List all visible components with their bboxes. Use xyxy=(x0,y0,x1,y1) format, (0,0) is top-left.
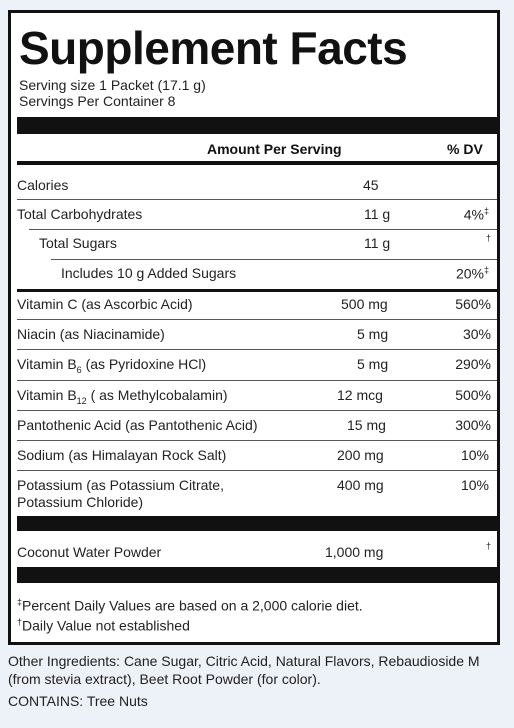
row-niacin-amount: 5 mg xyxy=(357,326,389,342)
allergen-contains: CONTAINS: Tree Nuts xyxy=(8,693,148,709)
footnote-percent-dv: ‡Percent Daily Values are based on a 2,000 calorie diet. xyxy=(17,597,363,614)
serving-size: Serving size 1 Packet (17.1 g) xyxy=(19,77,206,93)
row-vitamin-b6-amount: 5 mg xyxy=(357,356,389,372)
row-sodium-dv: 10% xyxy=(460,447,489,463)
row-sugars-amount: 11 g xyxy=(364,235,391,251)
row-carbs-name: Total Carbohydrates xyxy=(17,206,143,222)
row-potassium-dv: 10% xyxy=(460,477,489,493)
row-sodium-name: Sodium (as Himalayan Rock Salt) xyxy=(17,447,227,463)
row-pantothenic-name: Pantothenic Acid (as Pantothenic Acid) xyxy=(17,417,258,433)
row-carbs-dv: 4%‡ xyxy=(463,206,489,223)
footnote-dv-not-established: †Daily Value not established xyxy=(17,617,190,634)
blend-amount: 1,000 mg xyxy=(325,544,384,560)
row-vitamin-b12-name: Vitamin $B_{12}$ ( as Methylcobalamin) xyxy=(17,387,228,406)
row-divider xyxy=(17,470,497,471)
row-carbs-amount: 11 g xyxy=(364,206,391,222)
row-vitamin-b6-dv: 290% xyxy=(455,356,491,372)
row-divider xyxy=(17,380,497,381)
row-divider xyxy=(17,349,497,350)
row-sugars-name: Total Sugars xyxy=(39,235,117,251)
row-sodium-amount: 200 mg xyxy=(337,447,384,463)
row-pantothenic-dv: 300% xyxy=(455,417,491,433)
row-potassium-amount: 400 mg xyxy=(337,477,384,493)
row-added-sugars-dv: 20%‡ xyxy=(455,265,489,282)
row-potassium-name: Potassium (as Potassium Citrate, Potassium Chloride) xyxy=(17,477,224,510)
row-vitamin-b12-amount: 12 mcg xyxy=(337,387,383,403)
row-vitamin-b12-dv: 500% xyxy=(455,387,491,403)
other-ingredients: Other Ingredients: Cane Sugar, Citric Acid, Natural Flavors, Rebaudioside M (from stevia extract), Beet Root Powder (for color). xyxy=(8,653,480,687)
thick-divider-middle xyxy=(17,516,497,531)
blend-dv: † xyxy=(485,541,491,551)
row-niacin-name: Niacin (as Niacinamide) xyxy=(17,326,165,342)
row-divider xyxy=(51,259,497,260)
row-niacin-dv: 30% xyxy=(462,326,491,342)
row-divider xyxy=(17,410,497,411)
header-underline xyxy=(17,161,497,165)
row-vitamin-c-dv: 560% xyxy=(455,296,491,312)
thick-divider-bottom xyxy=(17,567,497,583)
row-vitamin-c-name: Vitamin C (as Ascorbic Acid) xyxy=(17,296,193,312)
row-calories-name: Calories xyxy=(17,177,69,193)
row-vitamin-b6-name: Vitamin $B_6$ (as Pyridoxine HCl) xyxy=(17,356,207,375)
row-divider xyxy=(17,319,497,320)
row-vitamin-c-amount: 500 mg xyxy=(341,296,388,312)
row-sugars-dv: † xyxy=(485,233,491,243)
row-divider xyxy=(17,440,497,441)
thick-divider-top xyxy=(17,117,497,134)
row-calories-amount: 45 xyxy=(363,177,379,193)
panel-title: Supplement Facts xyxy=(19,22,408,74)
blend-name: Coconut Water Powder xyxy=(17,544,162,560)
row-divider xyxy=(17,199,497,200)
dv-header: % DV xyxy=(447,141,483,157)
amount-per-serving-header: Amount Per Serving xyxy=(207,141,342,157)
row-added-sugars-name: Includes 10 g Added Sugars xyxy=(61,265,237,281)
servings-per-container: Servings Per Container 8 xyxy=(19,93,176,109)
row-divider-thick xyxy=(17,289,497,292)
row-divider xyxy=(29,229,497,230)
supplement-facts-panel xyxy=(8,10,500,645)
row-pantothenic-amount: 15 mg xyxy=(347,417,386,433)
